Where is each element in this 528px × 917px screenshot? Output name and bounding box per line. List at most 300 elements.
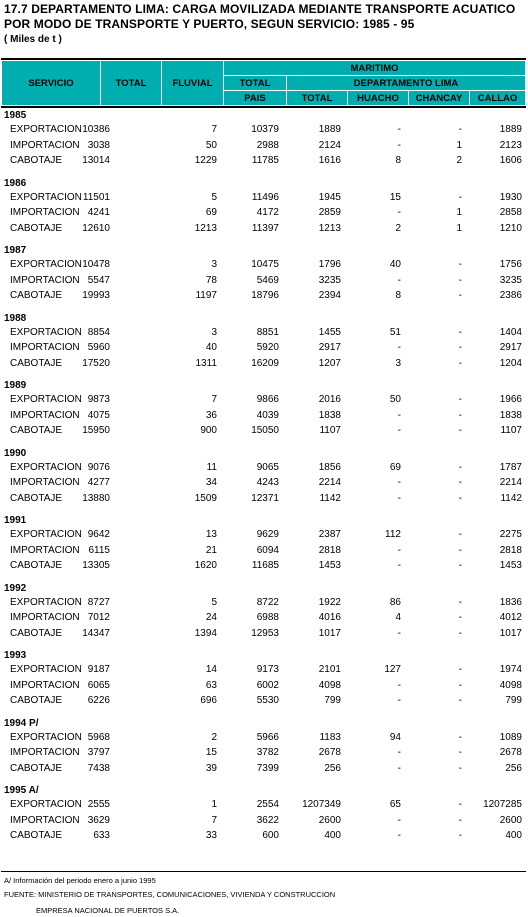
cell-total: 9873 [87,394,110,405]
source-note: FUENTE: MINISTERIO DE TRANSPORTES, COMUNICACIONES, VIVIENDA Y CONSTRUCCION [4,890,336,899]
cell-huacho: - [397,274,401,286]
cell-huacho: - [397,695,401,706]
cell-chancay: - [458,679,462,691]
cell-total: 3797 [87,747,110,758]
cell-servicio: CABOTAJE [10,695,63,706]
cell-servicio: CABOTAJE [10,357,63,369]
cell-chancay: 1 [456,222,462,234]
cell-huacho: 127 [384,664,401,675]
cell-chancay: - [458,394,462,405]
cell-huacho: - [397,139,401,151]
cell-lima-total: 1213 [318,222,341,234]
cell-fluvial: 1229 [194,155,217,166]
cell-servicio: IMPORTACION [10,814,80,826]
cell-total-pais: 11397 [251,222,279,234]
cell-huacho: 40 [389,259,401,270]
cell-lima-total: 400 [324,830,341,841]
cell-servicio: EXPORTACION [10,461,82,473]
cell-total-pais: 2554 [256,799,279,810]
cell-callao: 2818 [499,544,522,556]
cell-servicio: CABOTAJE [10,155,63,166]
cell-total-pais: 10379 [251,124,279,135]
cell-total-pais: 5920 [256,342,279,353]
cell-fluvial: 1213 [194,222,217,234]
table-row [0,154,528,170]
cell-lima-total: 2387 [318,529,341,540]
cell-total: 10478 [82,259,110,270]
cell-total: 4277 [87,477,110,488]
cell-huacho: - [397,627,401,639]
cell-servicio: CABOTAJE [10,560,63,571]
header-chancay: CHANCAY [409,91,470,106]
cell-servicio: IMPORTACION [10,409,80,421]
cell-fluvial: 900 [200,425,217,436]
cell-total-pais: 9065 [256,461,279,473]
cell-servicio: CABOTAJE [10,762,63,774]
cell-fluvial: 7 [211,814,217,826]
cell-huacho: - [397,830,401,841]
cell-servicio: IMPORTACION [10,747,80,758]
cell-fluvial: 5 [211,596,217,608]
cell-chancay: - [458,544,462,556]
cell-servicio: EXPORTACION [10,529,82,540]
cell-callao: 1210 [499,222,522,234]
cell-fluvial: 50 [205,139,217,151]
cell-callao: 799 [505,695,522,706]
cell-chancay: - [458,259,462,270]
table-row [0,679,528,695]
year-heading [0,513,528,528]
cell-total-pais: 18796 [251,290,279,301]
cell-huacho: - [397,124,401,135]
cell-callao: 400 [505,830,522,841]
cell-callao: 1974 [499,664,522,675]
year-label: 1986 [4,177,27,189]
cell-servicio: IMPORTACION [10,207,80,218]
cell-total-pais: 6094 [256,544,279,556]
table-row [0,829,528,845]
cell-servicio: IMPORTACION [10,544,80,556]
cell-servicio: EXPORTACION [10,799,82,810]
cell-chancay: - [458,326,462,338]
cell-callao: 2386 [499,290,522,301]
cell-fluvial: 1620 [194,560,217,571]
cell-total: 3038 [87,139,110,151]
cell-servicio: EXPORTACION [10,596,82,608]
cell-total: 6065 [87,679,110,691]
cell-servicio: CABOTAJE [10,627,63,639]
cell-huacho: 50 [389,394,401,405]
cell-total-pais: 12371 [251,492,279,504]
cell-total: 4241 [87,207,110,218]
cell-huacho: - [397,544,401,556]
cell-total-pais: 10475 [251,259,279,270]
cell-callao: 1838 [499,409,522,421]
cell-fluvial: 34 [205,477,217,488]
cell-total-pais: 5530 [256,695,279,706]
cell-huacho: 8 [395,155,401,166]
table-row [0,596,528,612]
year-heading [0,378,528,393]
cell-callao: 1107 [500,425,522,436]
cell-servicio: EXPORTACION [10,664,82,675]
cell-huacho: 51 [389,326,401,338]
table-row [0,461,528,477]
cell-lima-total: 1183 [319,731,341,743]
cell-lima-total: 1453 [318,560,341,571]
table-row [0,814,528,830]
table-row [0,694,528,710]
cell-total: 17520 [82,357,110,369]
cell-fluvial: 3 [211,259,217,270]
cell-callao: 1889 [499,124,522,135]
cell-total-pais: 8851 [256,326,279,338]
cell-chancay: - [458,492,462,504]
cell-chancay: - [458,799,462,810]
year-label: 1990 [4,447,27,459]
source-note-2: EMPRESA NACIONAL DE PUERTOS S.A. [36,906,180,915]
table-row [0,222,528,238]
year-heading [0,311,528,326]
table-row [0,476,528,492]
year-label: 1992 [4,582,27,594]
cell-fluvial: 14 [205,664,217,675]
cell-lima-total: 1142 [319,492,341,504]
cell-servicio: EXPORTACION [10,124,82,135]
cell-callao: 1787 [499,461,522,473]
cell-total-pais: 4243 [256,477,279,488]
table-body [0,108,528,851]
table-row [0,762,528,778]
year-heading [0,581,528,596]
cell-lima-total: 2917 [318,342,341,353]
year-heading [0,446,528,461]
cell-huacho: - [397,762,401,774]
year-heading [0,243,528,258]
cell-chancay: - [458,274,462,286]
cell-servicio: EXPORTACION [10,731,82,743]
footnote: A/ Información del periodo enero a junio 1995 [4,876,156,885]
cell-huacho: - [397,477,401,488]
cell-lima-total: 2600 [318,814,341,826]
cell-lima-total: 2124 [318,139,341,151]
table-bottom-rule [1,871,526,872]
cell-lima-total: 2818 [318,544,341,556]
cell-total-pais: 11785 [251,155,279,166]
cell-total-pais: 9173 [256,664,279,675]
table-row [0,798,528,814]
cell-callao: 2678 [499,747,522,758]
year-label: 1988 [4,312,27,324]
cell-huacho: 2 [395,222,401,234]
cell-callao: 1836 [499,596,522,608]
cell-total: 11501 [82,191,110,203]
cell-callao: 1207285 [483,799,522,810]
header-total-pais-2: PAIS [224,91,287,106]
cell-chancay: - [458,612,462,623]
cell-servicio: IMPORTACION [10,679,80,691]
cell-total-pais: 4172 [256,207,279,218]
cell-total: 13014 [82,155,110,166]
cell-chancay: - [458,461,462,473]
header-servicio: SERVICIO [2,61,101,106]
cell-chancay: - [458,409,462,421]
cell-callao: 1453 [499,560,522,571]
cell-servicio: EXPORTACION [10,191,82,203]
cell-total-pais: 7399 [256,762,279,774]
cell-chancay: - [458,124,462,135]
cell-total-pais: 8722 [256,596,279,608]
table-row [0,611,528,627]
table-row [0,191,528,207]
cell-callao: 1606 [499,155,522,166]
cell-total-pais: 9629 [256,529,279,540]
cell-huacho: 69 [389,461,401,473]
year-heading [0,716,528,731]
cell-chancay: - [458,747,462,758]
table-row [0,123,528,139]
cell-servicio: IMPORTACION [10,274,80,286]
year-label: 1995 A/ [4,785,39,796]
cell-huacho: - [397,560,401,571]
year-label: 1994 P/ [4,717,39,729]
table-row [0,274,528,290]
year-label: 1985 [4,110,27,121]
cell-fluvial: 78 [205,274,217,286]
cell-total: 13305 [82,560,110,571]
cell-servicio: CABOTAJE [10,492,63,504]
cell-chancay: - [458,695,462,706]
cell-total-pais: 3622 [256,814,279,826]
cell-total: 9187 [87,664,110,675]
year-heading [0,648,528,663]
cell-total-pais: 15050 [251,425,279,436]
cell-fluvial: 15 [205,747,217,758]
cell-total: 3629 [87,814,110,826]
cell-total: 7438 [87,762,110,774]
cell-fluvial: 63 [205,679,217,691]
cell-callao: 3235 [499,274,522,286]
cell-chancay: - [458,814,462,826]
cell-callao: 2214 [499,477,522,488]
cell-total: 9642 [87,529,110,540]
table-row [0,341,528,357]
cell-fluvial: 7 [211,394,217,405]
cell-lima-total: 1107 [319,425,341,436]
cell-servicio: CABOTAJE [10,425,63,436]
table-row [0,424,528,440]
table-row [0,258,528,274]
units-label: ( Miles de t ) [4,34,62,45]
cell-servicio: CABOTAJE [10,290,63,301]
cell-total-pais: 2988 [256,139,279,151]
cell-lima-total: 799 [324,695,341,706]
header-callao: CALLAO [470,91,526,106]
table-row [0,492,528,508]
cell-lima-total: 1796 [318,259,341,270]
cell-huacho: 65 [389,799,401,810]
year-label: 1987 [4,245,27,256]
cell-total: 12610 [82,222,110,234]
cell-servicio: IMPORTACION [10,342,80,353]
title-line-1: 17.7 DEPARTAMENTO LIMA: CARGA MOVILIZADA MEDIANTE TRANSPORTE ACUATICO [4,2,516,16]
header-dl-total: TOTAL [287,91,348,106]
cell-chancay: - [458,830,462,841]
table-row [0,731,528,747]
cell-chancay: - [458,596,462,608]
cell-fluvial: 40 [205,342,217,353]
cell-huacho: - [397,747,401,758]
cell-lima-total: 256 [324,762,341,774]
table-row [0,139,528,155]
cell-total: 8727 [87,596,110,608]
cell-chancay: - [458,529,462,540]
table-row [0,627,528,643]
table-row [0,326,528,342]
cell-total: 5968 [87,731,110,743]
cell-callao: 2858 [499,207,522,218]
cell-chancay: - [458,425,462,436]
cell-huacho: 4 [395,612,401,623]
table-title [4,2,515,32]
cell-chancay: 1 [456,139,462,151]
cell-fluvial: 7 [211,124,217,135]
cell-callao: 1204 [499,357,522,369]
cell-callao: 1142 [500,492,522,504]
cell-total-pais: 11496 [251,191,279,203]
table-row [0,559,528,575]
cell-total: 6226 [87,695,110,706]
cell-fluvial: 13 [205,529,217,540]
cell-servicio: EXPORTACION [10,394,82,405]
cell-callao: 2275 [499,529,522,540]
header-total: TOTAL [101,61,162,106]
cell-fluvial: 1 [211,799,217,810]
cell-total-pais: 600 [262,830,279,841]
cell-chancay: - [458,762,462,774]
cell-lima-total: 2394 [318,290,341,301]
cell-total-pais: 5469 [256,274,279,286]
cell-lima-total: 2016 [318,394,341,405]
cell-chancay: - [458,560,462,571]
cell-lima-total: 1207 [318,357,341,369]
table-row [0,409,528,425]
cell-lima-total: 1207349 [302,799,341,810]
cell-total-pais: 16209 [251,357,279,369]
group-spacer [0,845,528,851]
table-row [0,206,528,222]
cell-fluvial: 696 [200,695,217,706]
header-departamento-lima: DEPARTAMENTO LIMA [287,76,526,91]
cell-huacho: 3 [395,357,401,369]
cell-fluvial: 24 [205,612,217,623]
cell-chancay: - [458,731,462,743]
cell-chancay: 1 [456,207,462,218]
cell-total: 2555 [87,799,110,810]
cell-total: 8854 [87,326,110,338]
cell-total: 19993 [82,290,110,301]
year-label: 1993 [4,650,27,661]
cell-chancay: - [458,342,462,353]
cell-fluvial: 39 [205,762,217,774]
cell-total: 7012 [87,612,110,623]
cell-callao: 1089 [499,731,522,743]
cell-fluvial: 1197 [195,290,217,301]
cell-huacho: - [397,409,401,421]
cell-chancay: - [458,191,462,203]
cell-total: 4075 [87,409,110,421]
cell-fluvial: 21 [205,544,217,556]
cell-fluvial: 5 [211,191,217,203]
cell-callao: 1930 [499,191,522,203]
year-heading [0,783,528,798]
cell-chancay: - [458,357,462,369]
cell-fluvial: 11 [206,461,217,473]
cell-total: 13880 [82,492,110,504]
cell-lima-total: 2859 [318,207,341,218]
cell-fluvial: 33 [205,830,217,841]
cell-huacho: 112 [385,529,401,540]
cell-callao: 256 [505,762,522,774]
cell-lima-total: 1922 [318,596,341,608]
cell-total-pais: 9866 [256,394,279,405]
title-line-2: POR MODO DE TRANSPORTE Y PUERTO, SEGUN SERVICIO: 1985 - 95 [4,17,415,31]
cell-chancay: - [458,664,462,675]
year-label: 1991 [4,515,27,526]
cell-callao: 4098 [499,679,522,691]
table-row [0,357,528,373]
cell-total: 9076 [87,461,110,473]
cell-total: 15950 [82,425,110,436]
cell-huacho: - [397,342,401,353]
cell-total-pais: 11685 [251,560,279,571]
cell-huacho: - [397,425,401,436]
cell-servicio: EXPORTACION [10,326,82,338]
cell-fluvial: 1394 [194,627,217,639]
cell-chancay: - [458,477,462,488]
cell-lima-total: 2214 [318,477,341,488]
cell-total: 5547 [87,274,110,286]
header-total-pais-1: TOTAL [224,76,287,91]
cell-total: 633 [93,830,110,841]
cell-huacho: - [397,492,401,504]
cell-total: 10386 [82,124,110,135]
table-row [0,289,528,305]
cell-huacho: - [397,207,401,218]
cell-callao: 2917 [499,342,522,353]
cell-lima-total: 4098 [318,679,341,691]
cell-lima-total: 2101 [318,664,341,675]
cell-total: 6115 [88,544,110,556]
cell-chancay: - [458,627,462,639]
cell-lima-total: 1838 [318,409,341,421]
cell-total-pais: 5966 [256,731,279,743]
cell-huacho: 15 [389,191,401,203]
table-row [0,544,528,560]
cell-lima-total: 2678 [318,747,341,758]
cell-servicio: IMPORTACION [10,139,80,151]
year-heading [0,176,528,191]
header-huacho: HUACHO [348,91,409,106]
header-maritimo: MARITIMO [224,61,526,76]
cell-chancay: - [458,290,462,301]
cell-fluvial: 69 [205,207,217,218]
cell-lima-total: 1616 [318,155,341,166]
cell-total-pais: 12953 [251,627,279,639]
cell-huacho: 8 [395,290,401,301]
cell-fluvial: 3 [211,326,217,338]
cell-callao: 2123 [499,139,522,151]
